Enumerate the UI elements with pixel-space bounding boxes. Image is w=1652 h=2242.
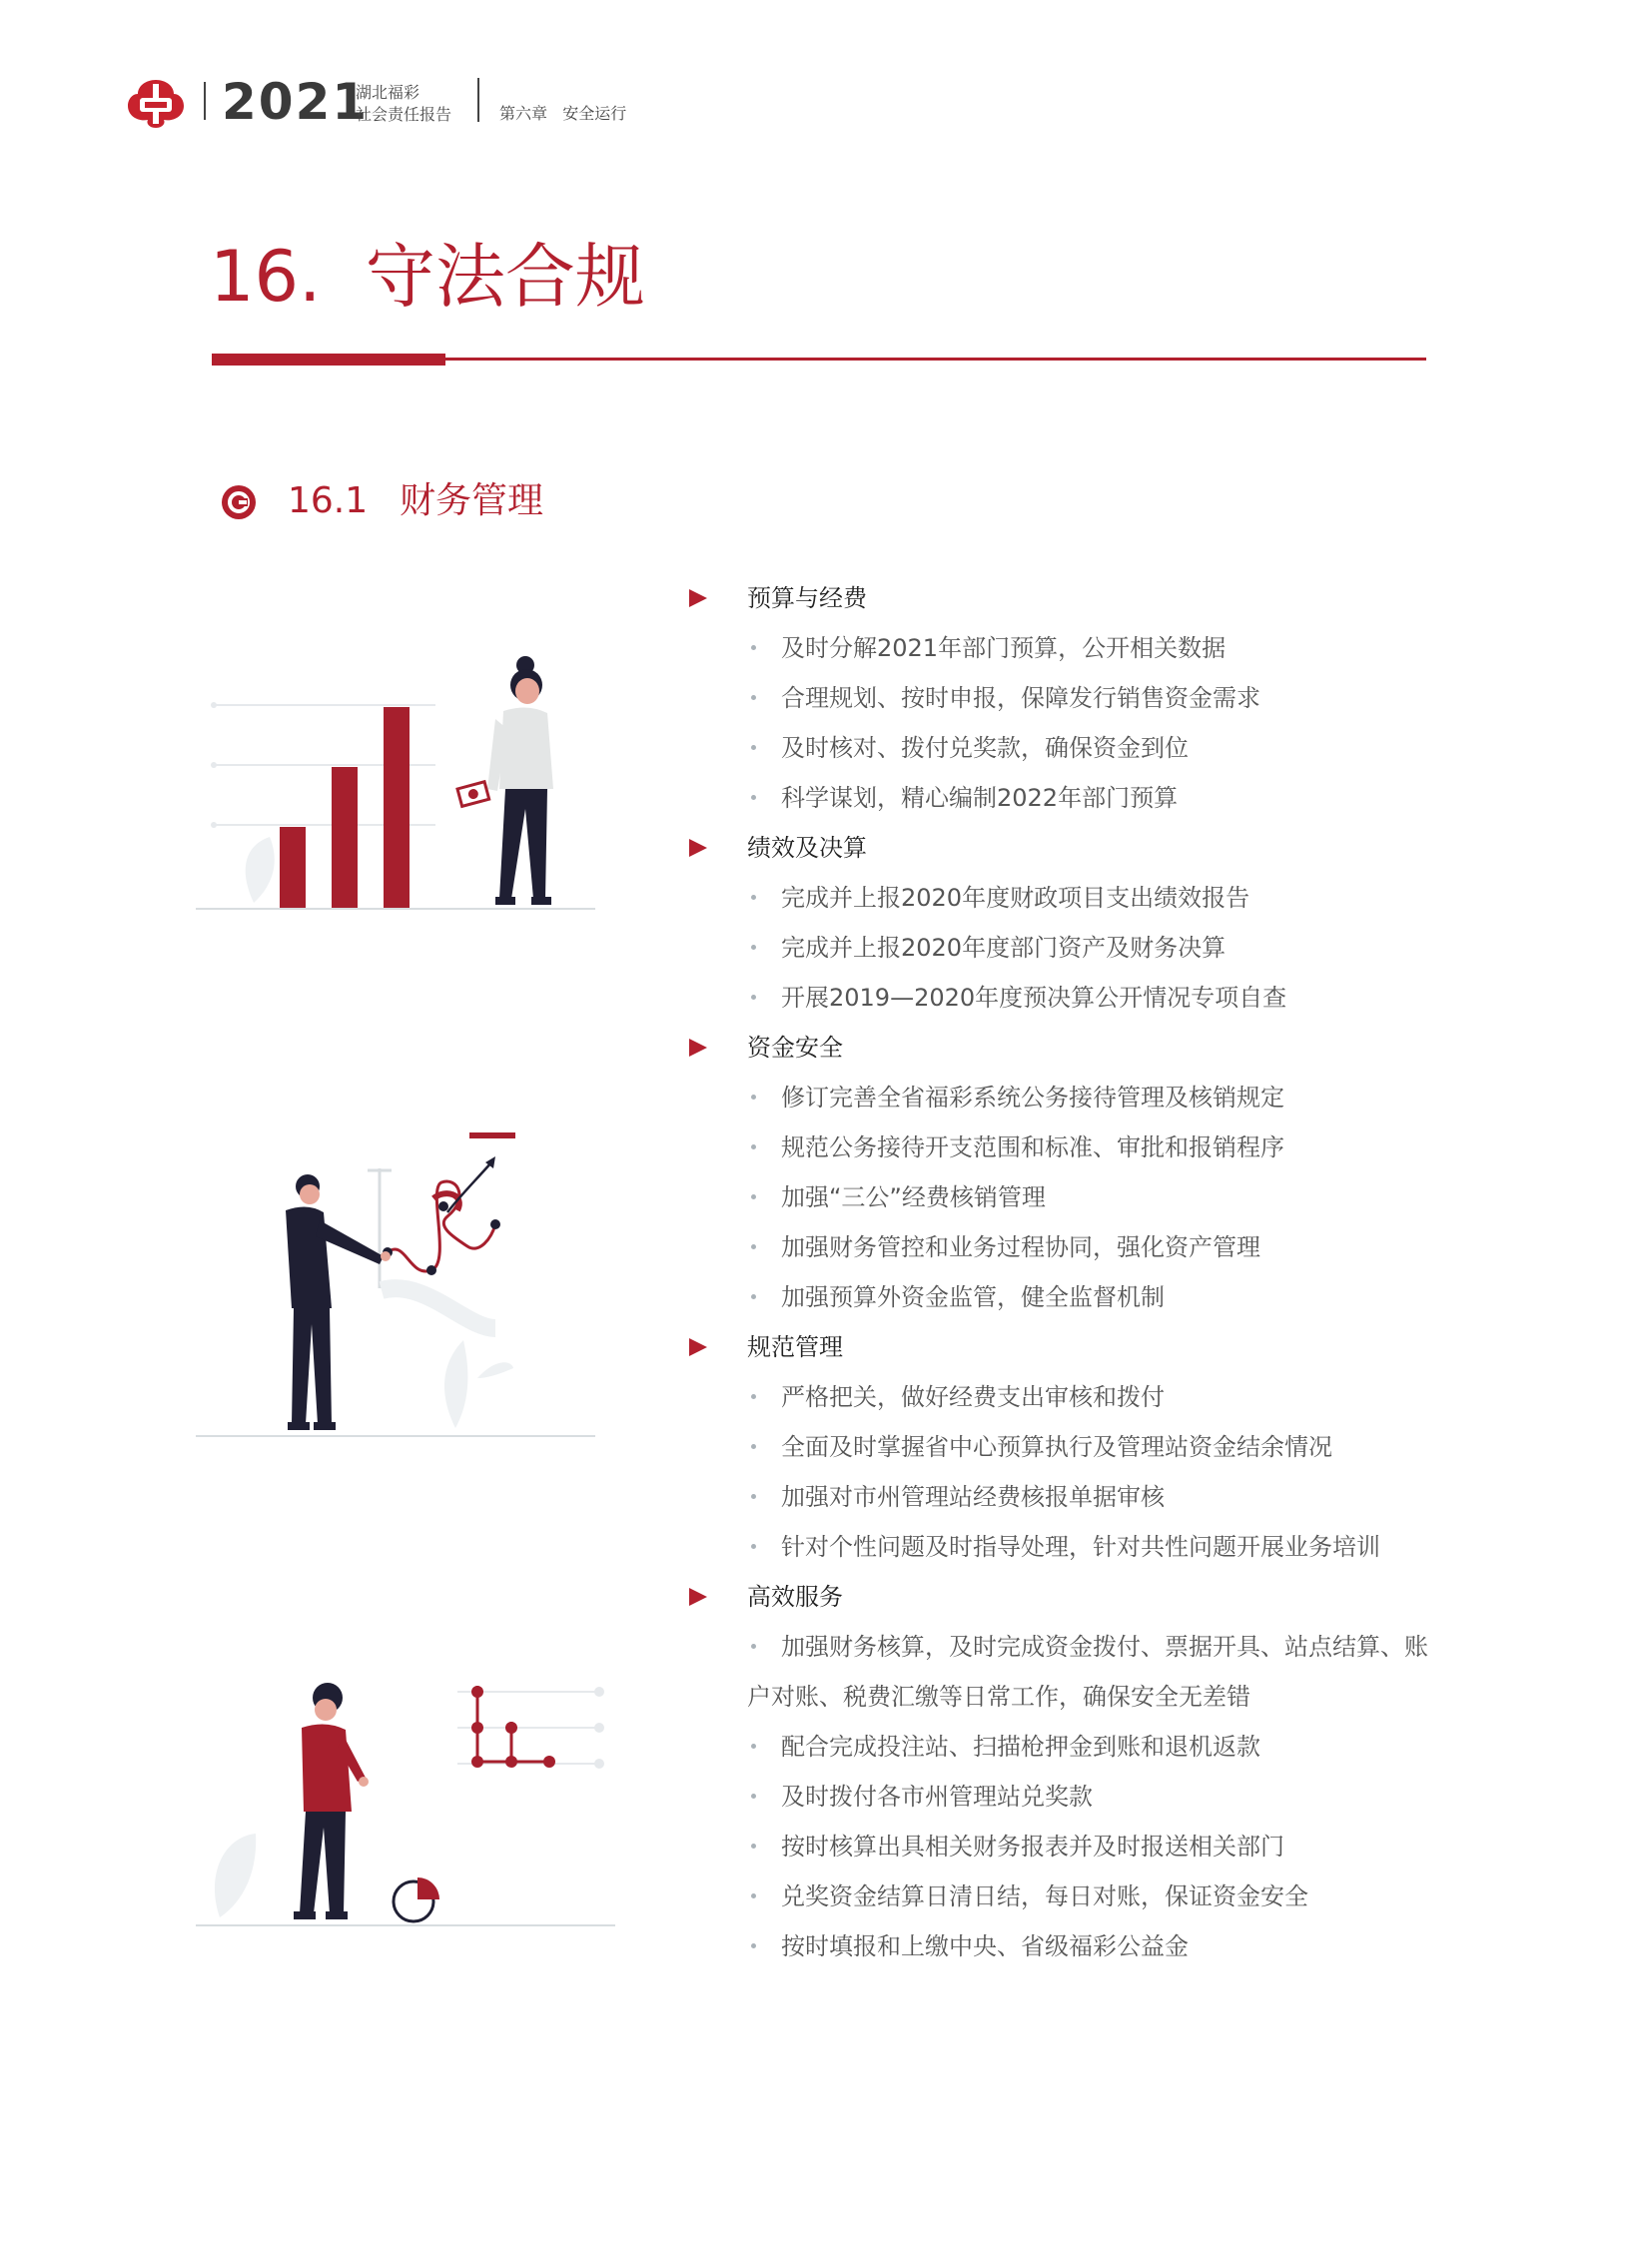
list-item bbox=[689, 1921, 1448, 1971]
list-item bbox=[689, 873, 1448, 923]
list-item bbox=[689, 1522, 1448, 1572]
dot-bullet-icon bbox=[751, 1744, 756, 1749]
list-item bbox=[689, 1222, 1448, 1272]
dot-bullet-icon bbox=[751, 1294, 756, 1299]
logo-icon bbox=[128, 78, 184, 128]
group-standard-management bbox=[689, 1322, 1448, 1572]
triangle-bullet-icon bbox=[689, 839, 707, 857]
report-year: 2021 bbox=[222, 73, 370, 131]
dot-bullet-icon bbox=[751, 1144, 756, 1149]
item-text: 加强“三公”经费核销管理 bbox=[781, 1183, 1046, 1211]
report-org-line2: 社会责任报告 bbox=[356, 105, 452, 124]
section-circle-icon bbox=[220, 483, 258, 521]
list-item bbox=[689, 1272, 1448, 1322]
dot-bullet-icon bbox=[751, 1893, 756, 1898]
group-budget bbox=[689, 573, 1448, 823]
dot-bullet-icon bbox=[751, 995, 756, 1000]
list-item bbox=[689, 623, 1448, 673]
item-text: 加强财务核算，及时完成资金拨付、票据开具、站点结算、账户对账、税费汇缴等日常工作，确保安全无差错 bbox=[747, 1633, 1428, 1711]
group-heading bbox=[689, 573, 1448, 623]
title-rule-accent bbox=[212, 354, 445, 366]
content-list bbox=[689, 573, 1448, 1971]
dot-bullet-icon bbox=[751, 1244, 756, 1249]
group-heading bbox=[689, 1023, 1448, 1073]
item-text: 按时核算出具相关财务报表并及时报送相关部门 bbox=[781, 1833, 1284, 1861]
list-item bbox=[689, 923, 1448, 973]
item-text: 开展2019—2020年度预决算公开情况专项自查 bbox=[781, 984, 1287, 1012]
item-text: 全面及时掌握省中心预算执行及管理站资金结余情况 bbox=[781, 1433, 1332, 1461]
section-number: 16.1 bbox=[288, 480, 369, 521]
chapter-label: 第六章 安全运行 bbox=[499, 104, 627, 123]
list-item bbox=[689, 1422, 1448, 1472]
list-item bbox=[689, 1073, 1448, 1122]
section-name: 财务管理 bbox=[400, 480, 544, 521]
item-text: 修订完善全省福彩系统公务接待管理及核销规定 bbox=[781, 1084, 1284, 1112]
list-item bbox=[689, 1871, 1448, 1921]
item-text: 加强财务管控和业务过程协同，强化资产管理 bbox=[781, 1233, 1260, 1261]
dot-bullet-icon bbox=[751, 1444, 756, 1449]
triangle-bullet-icon bbox=[689, 589, 707, 607]
dot-bullet-icon bbox=[751, 1644, 756, 1649]
dot-bullet-icon bbox=[751, 695, 756, 700]
group-heading bbox=[689, 1322, 1448, 1372]
group-items bbox=[689, 1073, 1448, 1322]
list-item bbox=[689, 1372, 1448, 1422]
item-text: 按时填报和上缴中央、省级福彩公益金 bbox=[781, 1932, 1189, 1960]
item-text: 加强预算外资金监管，健全监督机制 bbox=[781, 1283, 1165, 1311]
item-text: 配合完成投注站、扫描枪押金到账和退机返款 bbox=[781, 1733, 1260, 1761]
item-text: 科学谋划，精心编制2022年部门预算 bbox=[781, 784, 1179, 812]
group-fund-safety bbox=[689, 1023, 1448, 1322]
group-heading bbox=[689, 823, 1448, 873]
illustration-man-chart bbox=[196, 1128, 605, 1448]
dot-bullet-icon bbox=[751, 1794, 756, 1799]
group-items bbox=[689, 873, 1448, 1023]
item-text: 完成并上报2020年度部门资产及财务决算 bbox=[781, 934, 1227, 962]
group-title: 绩效及决算 bbox=[747, 834, 867, 862]
item-text: 兑奖资金结算日清日结，每日对账，保证资金安全 bbox=[781, 1882, 1308, 1910]
group-title: 资金安全 bbox=[747, 1034, 843, 1062]
list-item bbox=[689, 1472, 1448, 1522]
group-title: 高效服务 bbox=[747, 1583, 843, 1611]
dot-bullet-icon bbox=[751, 1194, 756, 1199]
list-item bbox=[689, 673, 1448, 723]
group-items bbox=[689, 623, 1448, 823]
triangle-bullet-icon bbox=[689, 1039, 707, 1057]
dot-bullet-icon bbox=[751, 1095, 756, 1100]
item-text: 严格把关，做好经费支出审核和拨付 bbox=[781, 1383, 1165, 1411]
group-items bbox=[689, 1622, 1448, 1971]
dot-bullet-icon bbox=[751, 895, 756, 900]
group-title: 预算与经费 bbox=[747, 584, 867, 612]
dot-bullet-icon bbox=[751, 1844, 756, 1849]
dot-bullet-icon bbox=[751, 1394, 756, 1399]
list-item bbox=[689, 1122, 1448, 1172]
illustration-bar-chart-woman bbox=[196, 649, 605, 919]
report-org bbox=[356, 82, 451, 126]
list-item bbox=[689, 773, 1448, 823]
list-item bbox=[689, 1822, 1448, 1871]
dot-bullet-icon bbox=[751, 645, 756, 650]
list-item bbox=[689, 723, 1448, 773]
group-efficient-service bbox=[689, 1572, 1448, 1971]
page-title: 16. 守法合规 bbox=[210, 236, 645, 318]
list-item bbox=[689, 1722, 1448, 1772]
list-item bbox=[689, 1772, 1448, 1822]
group-performance bbox=[689, 823, 1448, 1023]
item-text: 规范公务接待开支范围和标准、审批和报销程序 bbox=[781, 1133, 1284, 1161]
list-item bbox=[689, 1622, 1448, 1722]
header-divider bbox=[477, 78, 479, 122]
header-divider bbox=[204, 82, 206, 120]
group-title: 规范管理 bbox=[747, 1333, 843, 1361]
item-text: 完成并上报2020年度财政项目支出绩效报告 bbox=[781, 884, 1250, 912]
dot-bullet-icon bbox=[751, 745, 756, 750]
triangle-bullet-icon bbox=[689, 1338, 707, 1356]
item-text: 针对个性问题及时指导处理，针对共性问题开展业务培训 bbox=[781, 1533, 1380, 1561]
item-text: 加强对市州管理站经费核报单据审核 bbox=[781, 1483, 1165, 1511]
dot-bullet-icon bbox=[751, 945, 756, 950]
list-item bbox=[689, 973, 1448, 1023]
list-item bbox=[689, 1172, 1448, 1222]
dot-bullet-icon bbox=[751, 795, 756, 800]
dot-bullet-icon bbox=[751, 1544, 756, 1549]
dot-bullet-icon bbox=[751, 1494, 756, 1499]
item-text: 及时核对、拨付兑奖款，确保资金到位 bbox=[781, 734, 1189, 762]
illustration-man-dot-chart bbox=[196, 1658, 615, 1937]
item-text: 及时拨付各市州管理站兑奖款 bbox=[781, 1783, 1093, 1811]
group-heading bbox=[689, 1572, 1448, 1622]
triangle-bullet-icon bbox=[689, 1588, 707, 1606]
group-items bbox=[689, 1372, 1448, 1572]
dot-bullet-icon bbox=[751, 1943, 756, 1948]
report-org-line1: 湖北福彩 bbox=[356, 83, 420, 102]
item-text: 合理规划、按时申报，保障发行销售资金需求 bbox=[781, 684, 1260, 712]
item-text: 及时分解2021年部门预算，公开相关数据 bbox=[781, 634, 1227, 662]
